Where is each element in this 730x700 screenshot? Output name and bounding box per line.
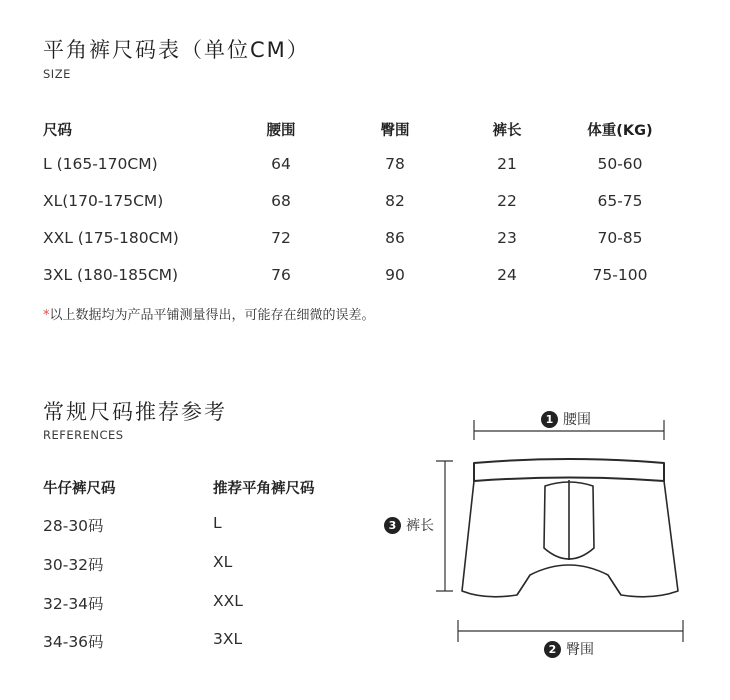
size-label: L (165-170CM) — [43, 155, 158, 173]
length-value: 21 — [497, 155, 517, 173]
hip-label-text: 臀围 — [566, 642, 594, 658]
weight-value: 70-85 — [597, 229, 643, 247]
length-value: 24 — [497, 266, 517, 284]
size-header-waist: 腰围 — [266, 123, 296, 139]
hip-value: 82 — [385, 192, 405, 210]
reference-subtitle: REFERENCES — [43, 428, 124, 442]
reference-title: 常规尺码推荐参考 — [43, 400, 227, 424]
note-asterisk: * — [43, 308, 50, 323]
waist-label-text: 腰围 — [563, 412, 591, 428]
waist-value: 64 — [271, 155, 291, 173]
boxer-outline-icon — [462, 459, 678, 597]
hip-value: 86 — [385, 229, 405, 247]
length-label — [384, 515, 434, 535]
weight-value: 50-60 — [597, 155, 643, 173]
waist-label — [541, 409, 591, 429]
number-badge-icon: 1 — [541, 411, 558, 428]
jeans-size: 34-36码 — [43, 633, 104, 651]
jeans-size: 28-30码 — [43, 517, 104, 535]
length-label-text: 裤长 — [406, 518, 434, 534]
size-header-length: 裤长 — [492, 123, 522, 139]
boxer-size: 3XL — [213, 630, 243, 648]
boxer-size: XL — [213, 553, 233, 571]
boxer-size: XXL — [213, 592, 243, 610]
weight-value: 65-75 — [597, 192, 643, 210]
size-label: XL(170-175CM) — [43, 192, 164, 210]
length-value: 23 — [497, 229, 517, 247]
size-chart-title: 平角裤尺码表（单位CM） — [43, 38, 310, 62]
weight-value: 75-100 — [592, 266, 648, 284]
waist-value: 76 — [271, 266, 291, 284]
length-value: 22 — [497, 192, 517, 210]
reference-header-jeans: 牛仔裤尺码 — [43, 481, 116, 497]
size-label: XXL (175-180CM) — [43, 229, 179, 247]
number-badge-icon: 2 — [544, 641, 561, 658]
boxer-size: L — [213, 514, 222, 532]
hip-value: 78 — [385, 155, 405, 173]
size-header-size: 尺码 — [43, 123, 72, 139]
length-dimension-line — [436, 461, 453, 591]
waist-value: 68 — [271, 192, 291, 210]
size-header-weight: 体重(KG) — [587, 123, 653, 139]
number-badge-icon: 3 — [384, 517, 401, 534]
jeans-size: 30-32码 — [43, 556, 104, 574]
hip-label — [544, 639, 594, 659]
size-chart-subtitle: SIZE — [43, 67, 71, 81]
reference-header-boxer: 推荐平角裤尺码 — [213, 481, 315, 497]
jeans-size: 32-34码 — [43, 595, 104, 613]
note-text: 以上数据均为产品平铺测量得出，可能存在细微的误差。 — [49, 308, 375, 323]
waist-value: 72 — [271, 229, 291, 247]
size-header-hip: 臀围 — [380, 123, 410, 139]
hip-value: 90 — [385, 266, 405, 284]
size-label: 3XL (180-185CM) — [43, 266, 179, 284]
